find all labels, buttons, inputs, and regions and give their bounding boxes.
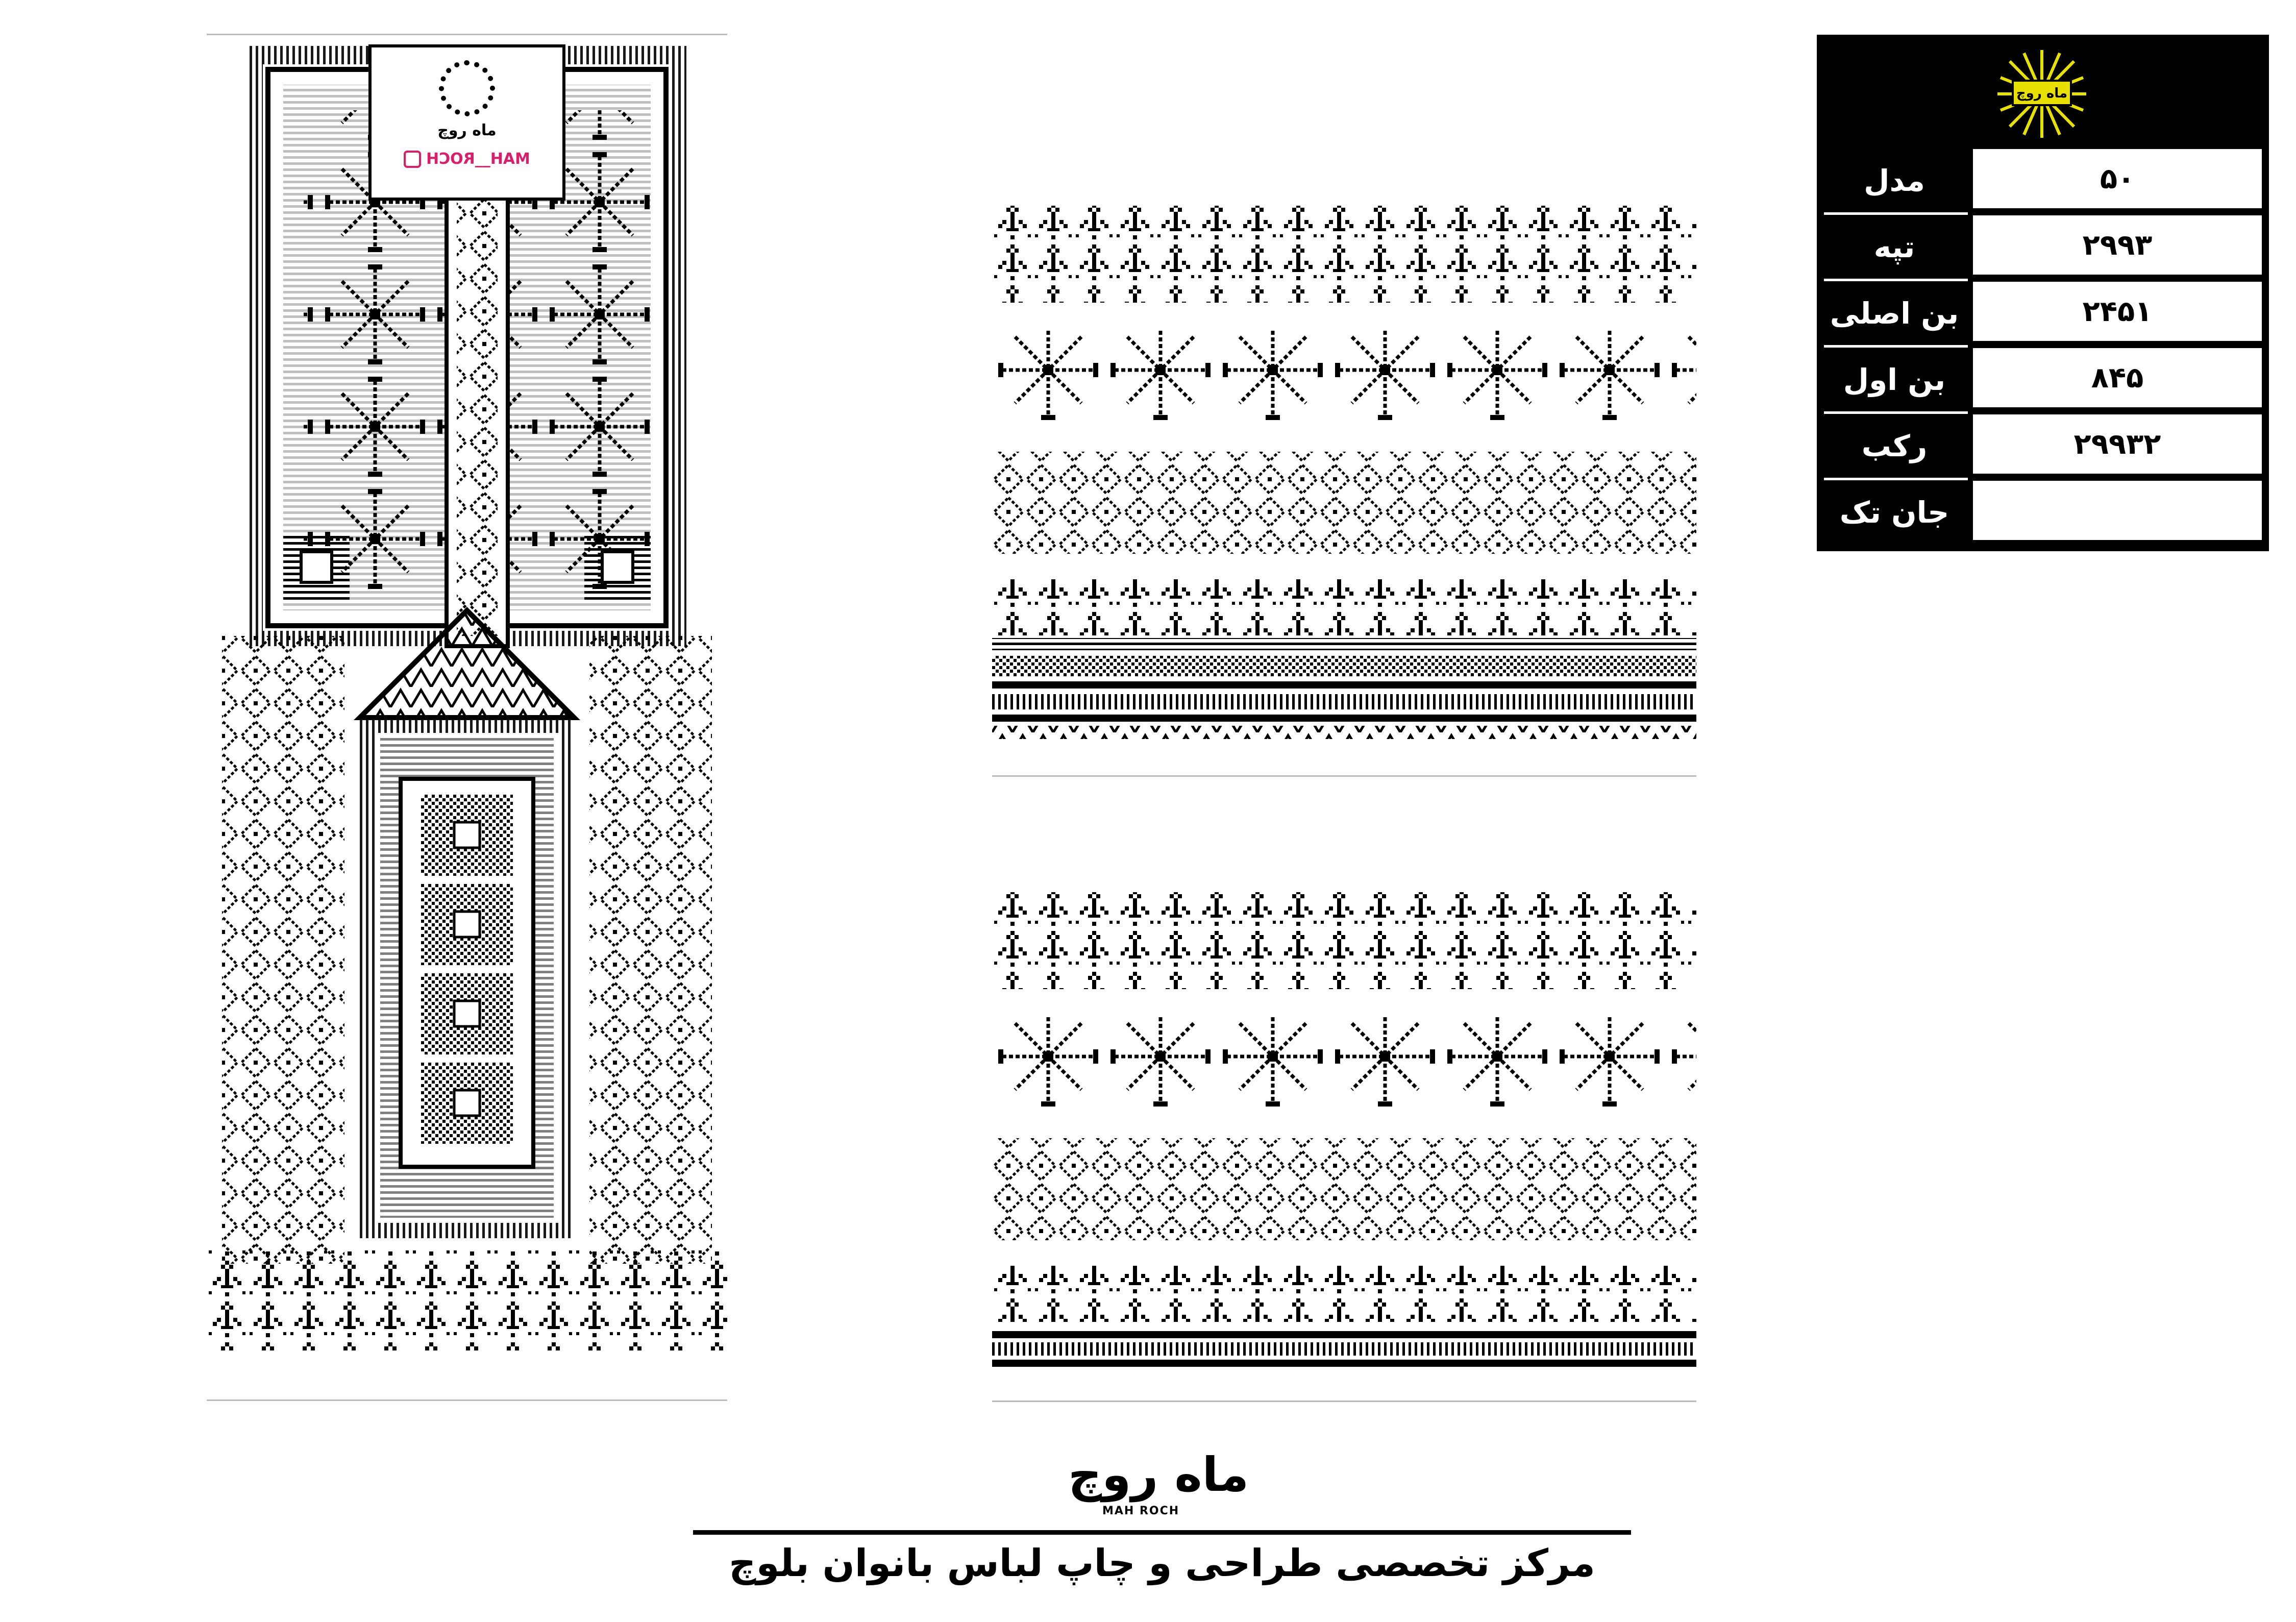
spec-label-tapeh: تپه: [1820, 215, 1969, 279]
footer-tagline: مرکز تخصصی طراحی و چاپ لباس بانوان بلوچ: [729, 1541, 1595, 1585]
spec-value-main-base: ۲۴۵۱: [1973, 282, 2262, 341]
instagram-icon: [404, 151, 421, 168]
label-handle: MAH__ROCH: [375, 150, 559, 168]
label-brand-text: ماه روچ: [437, 121, 497, 139]
spec-row-model: [1820, 149, 2266, 212]
spec-label-main-base: بن اصلی: [1820, 282, 1969, 345]
spec-value-first-base: ۸۴۵: [1973, 348, 2262, 407]
sleeve-border-panel-bottom: [992, 888, 1696, 1404]
spec-value-rekab: ۲۹۹۳۲: [1973, 414, 2262, 474]
sleeve-border-panel-top: [992, 202, 1696, 778]
spec-row-rekab: [1820, 414, 2266, 478]
dress-front-panel: [207, 34, 727, 1402]
spec-value-model: ۵۰: [1973, 149, 2262, 208]
spec-table: [1817, 35, 2269, 551]
yellow-sun-logo-icon: [1993, 48, 2090, 140]
header-brand-text: ماه روچ: [2016, 86, 2068, 101]
spec-row-jantak: [1820, 481, 2266, 544]
label-logo-sun-icon: [439, 60, 495, 116]
spec-table-header: [1820, 38, 2266, 149]
spec-row-main-base: [1820, 282, 2266, 345]
spec-value-tapeh: ۲۹۹۳: [1973, 215, 2262, 275]
spec-label-first-base: بن اول: [1820, 348, 1969, 411]
footer-brand-text: ماه روچ: [1068, 1447, 1249, 1502]
neck-label: [375, 51, 559, 194]
spec-value-jantak: [1973, 481, 2262, 540]
spec-label-jantak: جان تک: [1820, 481, 1969, 544]
spec-row-tapeh: [1820, 215, 2266, 279]
spec-label-rekab: رکب: [1820, 414, 1969, 478]
footer-divider: [693, 1530, 1631, 1535]
spec-label-model: مدل: [1820, 149, 1969, 212]
spec-row-first-base: [1820, 348, 2266, 411]
footer-brand-latin: MAH ROCH: [1102, 1505, 1180, 1517]
star-row-top: [992, 328, 1696, 425]
